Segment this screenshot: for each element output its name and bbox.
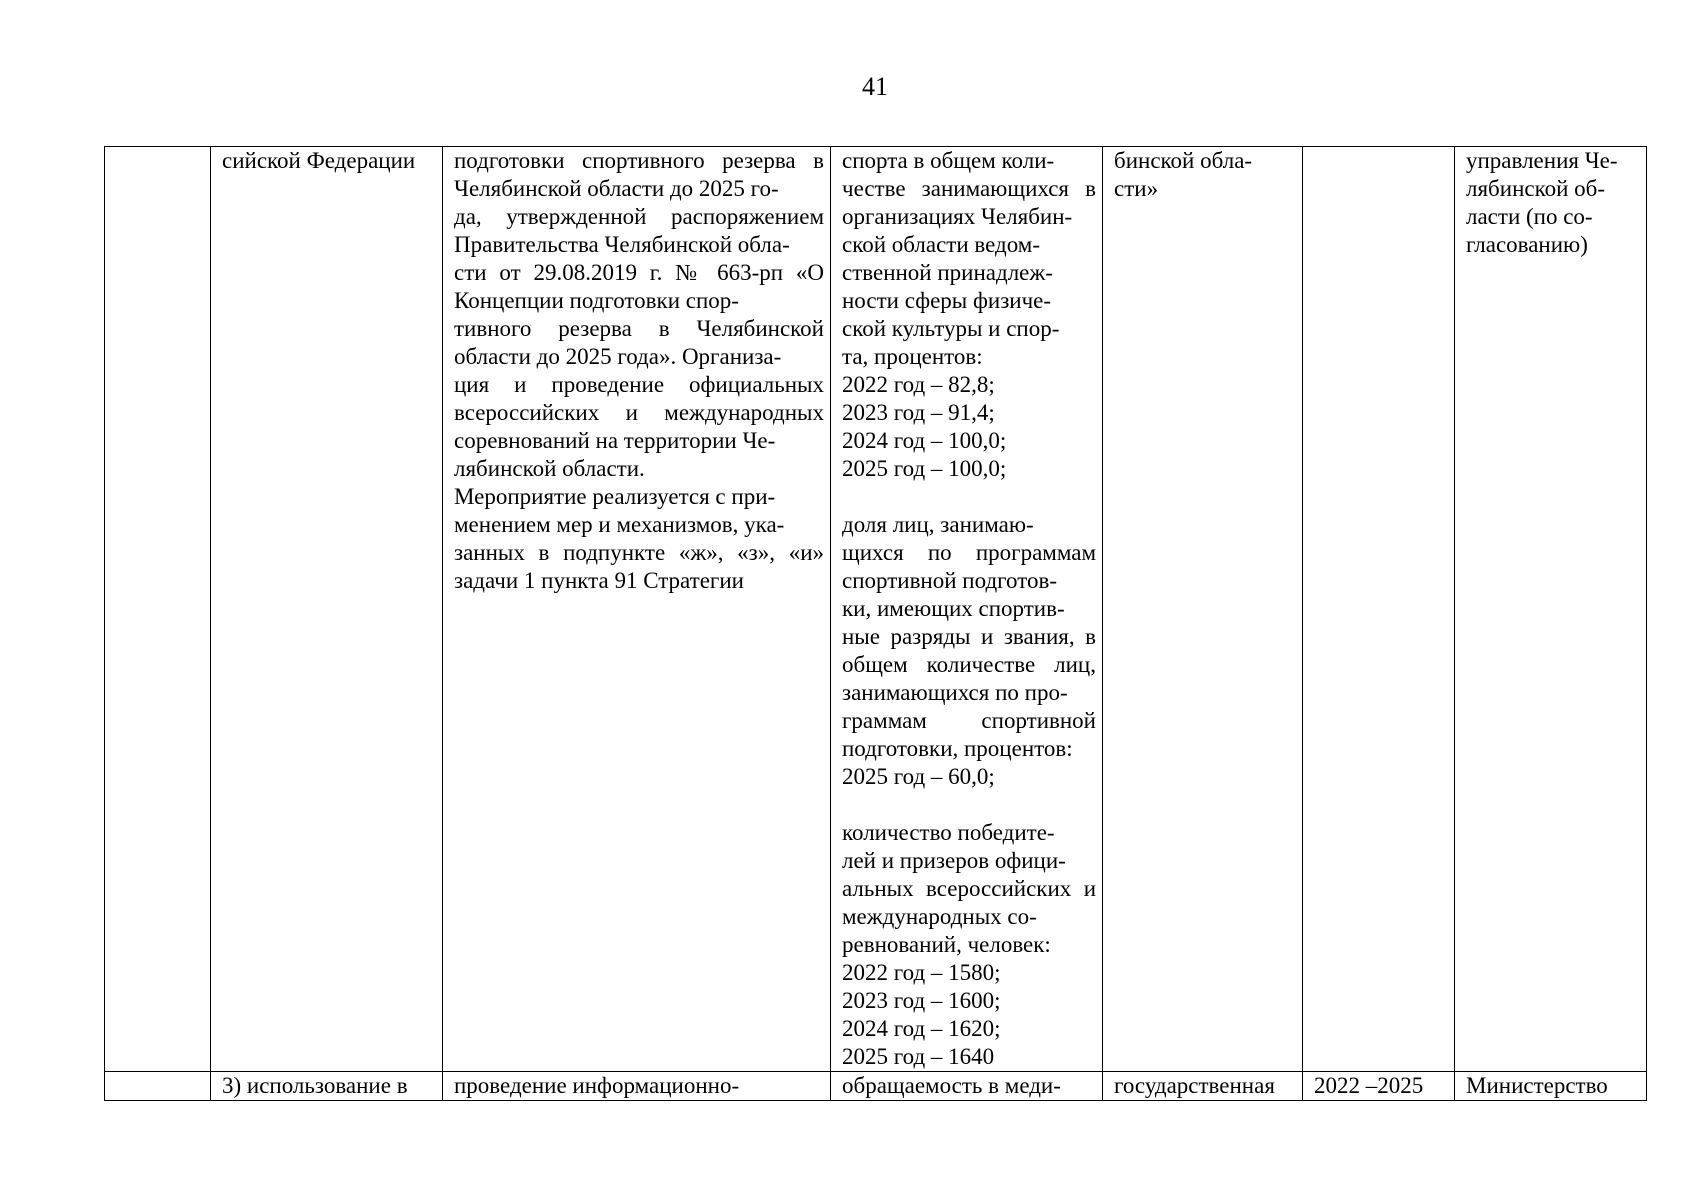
table-cell-number xyxy=(105,1072,211,1101)
table-cell-program: бинской обла- сти» xyxy=(1103,147,1303,1072)
measures-table xyxy=(104,146,1647,1101)
table-cell-indicator: обращаемость в меди- xyxy=(831,1072,1103,1101)
table-row xyxy=(105,1072,1647,1101)
table-cell-measure: проведение информационно- xyxy=(443,1072,831,1101)
table-cell-period xyxy=(1303,147,1455,1072)
table-cell-indicator: спорта в общем коли- честве занимающихся в организациях Челябин- ской области ведом- ственной принадлеж- ности сферы физиче- ской культуры и спор- та, процентов: 2022 год – 82,8; 2023 год – 91,4; 2024 год – 100,0; 2025 год – 100,0; доля лиц, занимаю- щихся по программам спортивной подготов- ки, имеющих спортив- ные разряды и звания, в общем количестве лиц, занимающихся по про- граммам спортивной подготовки, процентов: 2025 год – 60,0; количество победите- лей и призеров офици- альных всероссийских и международных со- ревнований, человек: 2022 год – 1580; 2023 год – 1600; 2024 год – 1620; 2025 год – 1640 xyxy=(831,147,1103,1072)
table-cell-program: государственная xyxy=(1103,1072,1303,1101)
table-cell-responsible: Министерство xyxy=(1455,1072,1647,1101)
table-cell-measure: подготовки спортивного резерва в Челябинской области до 2025 го- да, утвержденной распоряжением Правительства Челябинской обла- сти от 29.08.2019 г. № 663-рп «О Концепции подготовки спор- тивного резерва в Челябинской области до 2025 года». Организа- ция и проведение официальных всероссийских и международных соревнований на территории Че- лябинской области. Мероприятие реализуется с при- менением мер и механизмов, ука- занных в подпункте «ж», «з», «и» задачи 1 пункта 91 Стратегии xyxy=(443,147,831,1072)
table-row xyxy=(105,147,1647,1072)
table-cell-period: 2022 –2025 xyxy=(1303,1072,1455,1101)
table-cell-goal: сийской Федерации xyxy=(211,147,443,1072)
table-cell-goal: 3) использование в xyxy=(211,1072,443,1101)
page-number: 41 xyxy=(862,72,888,101)
table-cell-number xyxy=(105,147,211,1072)
table-cell-responsible: управления Че- лябинской об- ласти (по со- гласованию) xyxy=(1455,147,1647,1072)
